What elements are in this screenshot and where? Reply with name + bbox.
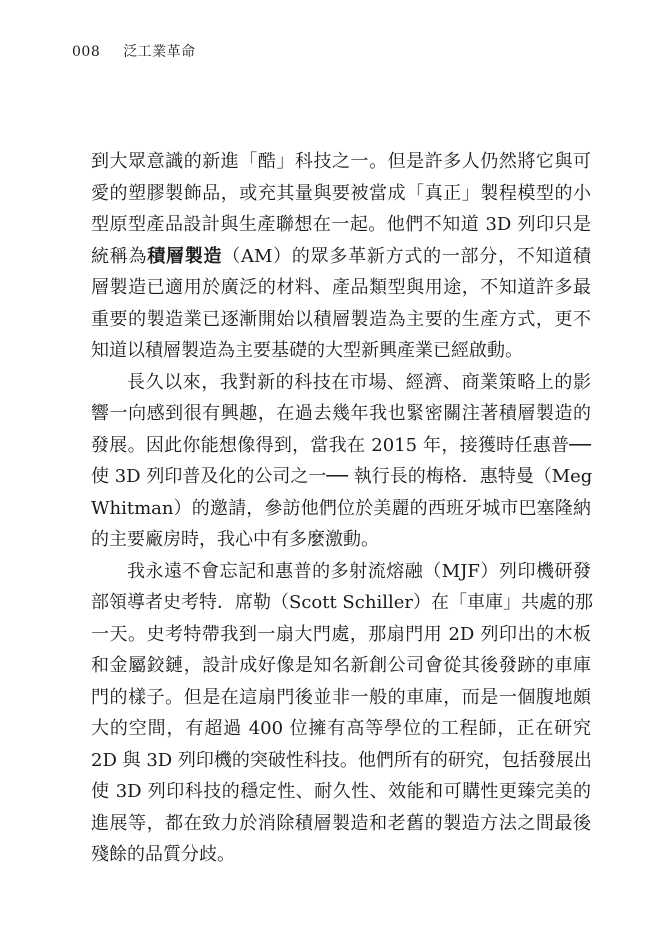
- text-line: 型原型產品設計與生產聯想在一起。他們不知道 3D 列印只是: [91, 214, 591, 235]
- text-line: Whitman）的邀請，參訪他們位於美麗的西班牙城市巴塞隆納: [91, 497, 591, 519]
- text-line: 使 3D 列印普及化的公司之一── 執行長的梅格．惠特曼（Meg: [91, 466, 593, 487]
- text-segment: 統稱為: [91, 245, 148, 267]
- paragraph-1: [91, 146, 591, 367]
- text-segment: （AM）的眾多革新方式的一部分，不知道積: [222, 245, 592, 267]
- running-head: [72, 41, 196, 61]
- text-line: 我永遠不會忘記和惠普的多射流熔融（MJF）列印機研發: [127, 560, 591, 582]
- text-line: 知道以積層製造為主要基礎的大型新興產業已經啟動。: [91, 340, 523, 361]
- text-line: 響一向感到很有興趣，在過去幾年我也緊密關注著積層製造的: [91, 403, 591, 424]
- text-line: 發展。因此你能想像得到，當我在 2015 年，接獲時任惠普──: [91, 434, 591, 456]
- body-text: [91, 146, 591, 871]
- text-line: 部領導者史考特．席勒（Scott Schiller）在「車庫」共處的那: [91, 592, 593, 613]
- text-line: 進展等，都在致力於消除積層製造和老舊的製造方法之間最後: [91, 812, 591, 834]
- text-line: 到大眾意識的新進「酷」科技之一。但是許多人仍然將它與可: [91, 151, 591, 172]
- page-number: 008: [72, 44, 101, 60]
- text-line: 殘餘的品質分歧。: [91, 844, 235, 865]
- paragraph-3: [91, 556, 591, 871]
- text-line: 和金屬鉸鏈，設計成好像是知名新創公司會從其後發跡的車庫: [91, 655, 591, 676]
- text-line: 門的樣子。但是在這扇門後並非一般的車庫，而是一個腹地頗: [91, 686, 591, 708]
- text-line: 層製造已適用於廣泛的材料、產品類型與用途，不知道許多最: [91, 277, 591, 298]
- paragraph-2: [91, 367, 591, 556]
- book-title: 泛工業革命: [123, 44, 196, 60]
- text-line: 使 3D 列印科技的穩定性、耐久性、效能和可購性更臻完美的: [91, 781, 591, 802]
- text-line: 愛的塑膠製飾品，或充其量與要被當成「真正」製程模型的小: [91, 182, 591, 204]
- text-line: 的主要廠房時，我心中有多麼激動。: [91, 529, 379, 550]
- text-line: 大的空間，有超過 400 位擁有高等學位的工程師，正在研究: [91, 718, 591, 739]
- text-line: 長久以來，我對新的科技在市場、經濟、商業策略上的影: [127, 371, 591, 393]
- text-line: 重要的製造業已逐漸開始以積層製造為主要的生產方式，更不: [91, 308, 591, 330]
- text-line: [91, 241, 591, 273]
- text-line: 一天。史考特帶我到一扇大門處，那扇門用 2D 列印出的木板: [91, 623, 591, 645]
- bold-term: 積層製造: [147, 245, 223, 267]
- text-line: 2D 與 3D 列印機的突破性科技。他們所有的研究，包括發展出: [91, 749, 592, 771]
